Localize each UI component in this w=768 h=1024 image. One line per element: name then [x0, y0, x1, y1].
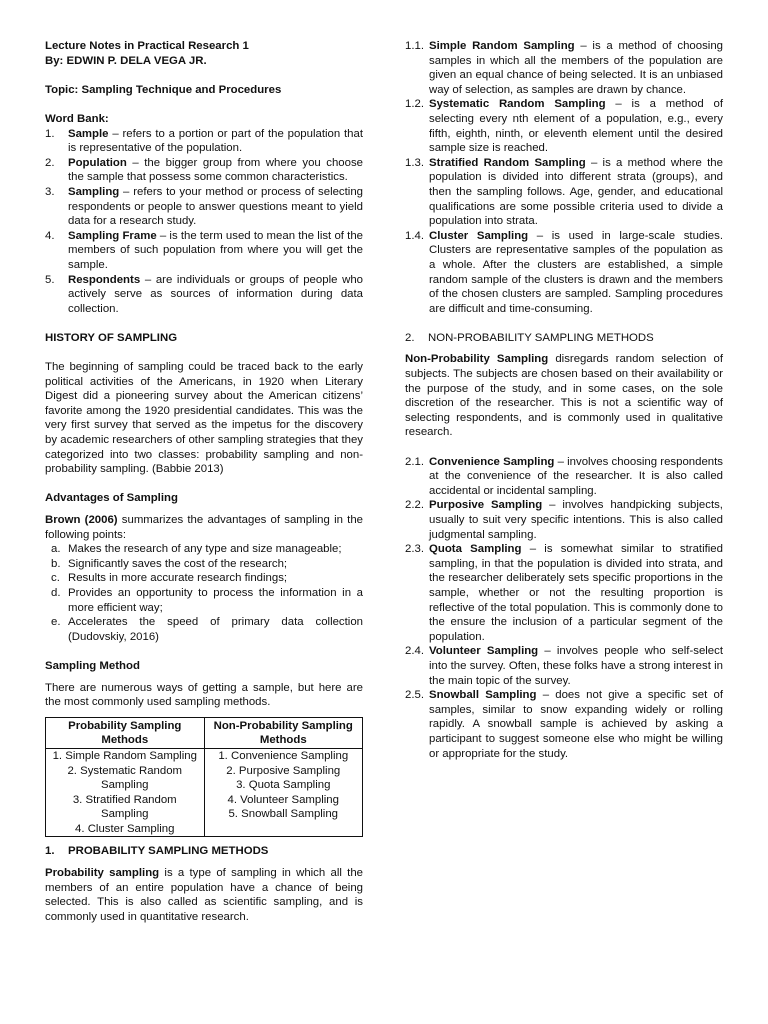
table-cell-item: 1. Simple Random Sampling: [52, 749, 197, 762]
word-bank-list: [45, 127, 363, 317]
list-item: c. Results in more accurate research findings;: [51, 572, 288, 585]
sampling-method-heading: Sampling Method: [45, 659, 140, 672]
sampling-methods-table: [45, 717, 363, 838]
list-item: 1.3. Stratified Random Sampling – is a method where the population is divided into different strata (groups), and then the sampling follows. Age, gender, and educational qualifications are some possible criteria used to divide a population into strata.: [405, 156, 723, 228]
table-header-non-probability: Non-Probability Sampling Methods: [204, 717, 363, 748]
table-cell-item: 3. Quota Sampling: [236, 779, 331, 792]
table-cell-item: 1. Convenience Sampling: [218, 749, 349, 762]
history-heading: HISTORY OF SAMPLING: [45, 331, 178, 344]
course-title: Lecture Notes in Practical Research 1: [45, 40, 249, 52]
table-header-probability: Probability Sampling Methods: [46, 717, 205, 748]
list-item: 1.1. Simple Random Sampling – is a method of choosing samples in which all the members of the population are given an equal chance of being selected. It is an unbiased way of selection, as samples are drawn by chance.: [405, 40, 723, 96]
table-cell-item: 4. Volunteer Sampling: [227, 793, 339, 806]
list-item: d. Provides an opportunity to process the information in a more efficient way;: [51, 586, 363, 614]
non-probability-heading: 2. NON-PROBABILITY SAMPLING METHODS: [405, 331, 654, 344]
advantages-intro: Brown (2006) summarizes the advantages of sampling in the following points:: [45, 514, 363, 541]
list-item: 3. Sampling – refers to your method or process of selecting respondents or people to answer questions meant to yield data for a research study.: [45, 185, 363, 228]
non-probability-methods-cell: [204, 748, 363, 837]
advantages-list: [45, 542, 363, 644]
sampling-method-intro: There are numerous ways of getting a sample, but here are the most commonly used sampling methods.: [45, 681, 363, 709]
table-cell-item: 2. Purposive Sampling: [226, 764, 341, 777]
probability-methods-cell: [46, 748, 205, 837]
list-item: 2.3. Quota Sampling – is somewhat similar to stratified sampling, in that the population is divided into strata, and the researcher deliberately sets specific proportions in the sample, whether or not the resulting proportion is reflective of the total population. This is commonly done to the ensure the inclusion of a particular segment of the population.: [405, 543, 723, 643]
table-cell-item: 2. Systematic Random Sampling: [67, 764, 183, 792]
list-item: b. Significantly saves the cost of the research;: [51, 557, 288, 570]
probability-methods-list: [405, 39, 723, 316]
probability-intro: Probability sampling is a type of sampling in which all the members of an entire population have a chance of being selected. This is also called as scientific sampling, and is commonly used in quantitative research.: [45, 867, 363, 923]
list-item: 2.4. Volunteer Sampling – involves people who self-select into the survey. Often, these folks have a strong interest in the main topic of the survey.: [405, 645, 723, 687]
list-item: 2.5. Snowball Sampling – does not give a specific set of samples, similar to snow expanding widely or rolling rapidly. A snowball sample is achieved by asking a participant to suggest someone else who might be willing or appropriate for the study.: [405, 689, 723, 760]
list-item: 1.2. Systematic Random Sampling – is a method of selecting every nth element of a population, e.g., every fifth, eighth, ninth, or eleventh element until the desired sample size is reached.: [405, 98, 723, 155]
list-item: 2.1. Convenience Sampling – involves choosing respondents at the convenience of the researcher. It is also called accidental or incidental sampling.: [405, 455, 723, 497]
topic-line: Topic: Sampling Technique and Procedures: [45, 83, 282, 96]
list-item: 2. Population – the bigger group from where you choose the sample that possess some common characteristics.: [45, 156, 363, 184]
list-item: e. Accelerates the speed of primary data collection (Dudovskiy, 2016): [51, 616, 363, 643]
left-column: [45, 39, 363, 924]
list-item: 2.2. Purposive Sampling – involves handpicking subjects, usually to suit very specific intentions. This is also called judgmental sampling.: [405, 499, 723, 541]
table-cell-item: 3. Stratified Random Sampling: [72, 793, 177, 821]
list-item: a. Makes the research of any type and size manageable;: [51, 543, 342, 556]
table-cell-item: 4. Cluster Sampling: [75, 822, 175, 835]
list-item: 4. Sampling Frame – is the term used to mean the list of the members of such population from where you will get the sample.: [45, 229, 363, 271]
word-bank-heading: Word Bank:: [45, 112, 109, 125]
non-probability-intro: Non-Probability Sampling disregards random selection of subjects. The subjects are chosen based on their availability or the purpose of the study, and in some cases, on the sole discretion of the researcher. This is not a scientific way of selecting respondents, and is commonly used in qualitative research.: [405, 353, 723, 439]
list-item: 1. Sample – refers to a portion or part of the population that is representative of the population.: [45, 127, 363, 155]
advantages-heading: Advantages of Sampling: [45, 492, 178, 505]
non-probability-methods-list: [405, 455, 723, 761]
list-item: 1.4. Cluster Sampling – is used in large-scale studies. Clusters are representative samples of the population as a whole. After the clusters are established, a simple random sample of the clusters is drawn and the members of the chosen clusters are sampled. Sampling procedures are difficult and time-consuming.: [405, 229, 723, 315]
author-line: By: EDWIN P. DELA VEGA JR.: [45, 54, 207, 67]
history-body: The beginning of sampling could be traced back to the early political activities of the Americans, in 1920 when Literary Digest did a pioneering survey about the American citizens’ favorite among the 1920 presidential candidates. This was the very first survey that served as the impetus for the discovery by academic researchers of other sampling strategies that they categorized into two classes: probability sampling and non-probability sampling. (Babbie 2013): [45, 361, 363, 476]
table-cell-item: 5. Snowball Sampling: [228, 808, 339, 821]
right-column: [405, 39, 723, 761]
list-item: 5. Respondents – are individuals or groups of people who actively serve as sources of information during data collection.: [45, 273, 363, 315]
probability-heading: 1. PROBABILITY SAMPLING METHODS: [45, 845, 269, 858]
